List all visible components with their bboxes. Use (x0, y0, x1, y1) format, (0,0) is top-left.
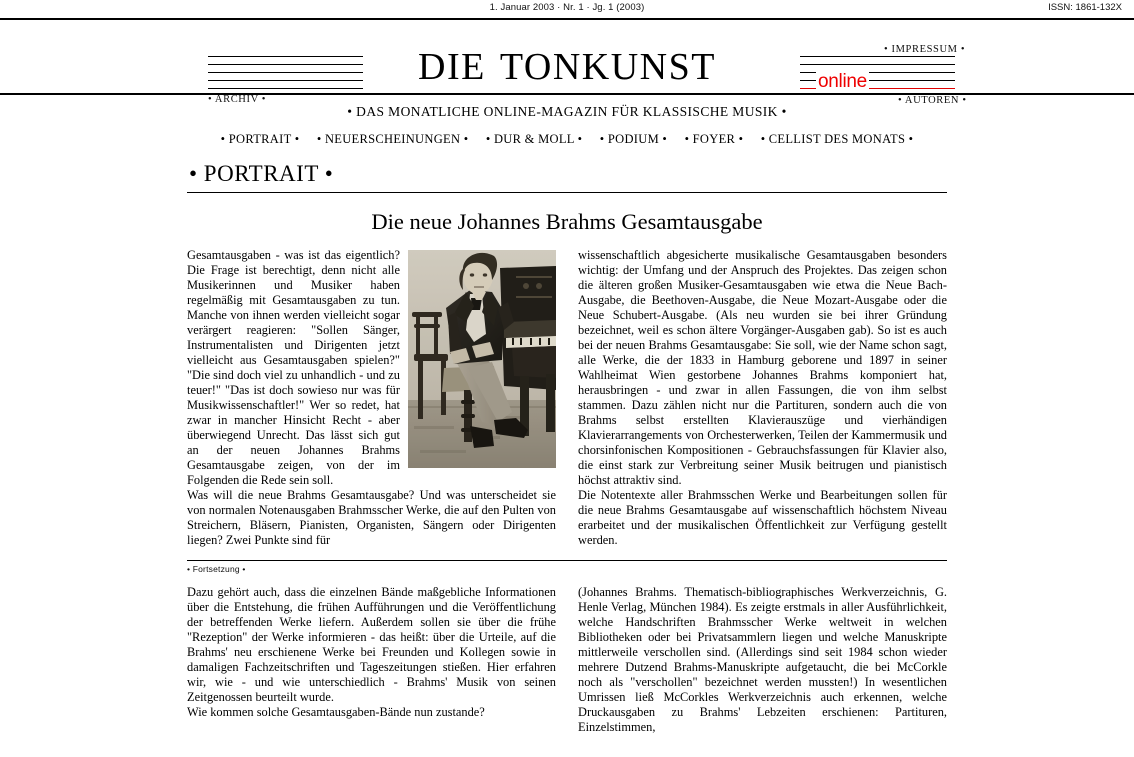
nav-item-foyer[interactable]: • FOYER • (684, 132, 744, 146)
section-divider (187, 192, 947, 193)
online-badge: online (818, 71, 867, 92)
continuation-label: • Fortsetzung • (187, 564, 246, 574)
column-left (187, 248, 556, 548)
article-headline: Die neue Johannes Brahms Gesamtausgabe (371, 209, 763, 234)
top-meta-bar (0, 0, 1134, 18)
nav-link-archiv[interactable]: • ARCHIV • (208, 94, 267, 105)
nav-link-autoren[interactable]: • AUTOREN • (898, 95, 967, 106)
cont-left-paragraph-1: Dazu gehört auch, dass die einzelnen Bände maßgebliche Informationen über die Entstehung, die frühen Aufführungen und die Veröffentlichung der betreffenden Werke liefern. Außerdem sollen sie über die frühe "Rezeption" der Werke informieren - das heißt: über die Urteile, auf die Brahms' neu erschienene Werke bei Freunden und Kollegen sowie in damaligen Fachzeitschriften und Tageszeitungen stießen. Hier erfahren wir, wie - und wie unterschiedlich - Brahms' Musik von seinen Zeitgenossen beurteilt wurde. (187, 585, 556, 704)
article-columns (187, 248, 947, 548)
continuation-column-right (578, 585, 947, 735)
cont-left-paragraph-2: Wie kommen solche Gesamtausgaben-Bände nun zustande? (187, 705, 485, 719)
left-paragraph-2: Was will die neue Brahms Gesamtausgabe? Und was unterscheidet sie von normalen Notenausgaben Brahmsscher Werke, die auf den Pulten von Streichern, Bläsern, Pianisten, Organisten, Sängern oder Dirigenten liegen? Zwei Punkte sind für (187, 488, 556, 547)
continuation-columns (187, 585, 947, 735)
nav-item-podium[interactable]: • PODIUM • (599, 132, 668, 146)
nav-item-portrait[interactable]: • PORTRAIT • (220, 132, 300, 146)
section-title: • PORTRAIT • (189, 161, 334, 186)
issue-info: 1. Januar 2003 · Nr. 1 · Jg. 1 (2003) (489, 2, 645, 13)
cont-right-paragraph-1: (Johannes Brahms. Thematisch-bibliographisches Werkverzeichnis, G. Henle Verlag, München 1984). Es zeigte erstmals in aller Ausführlichkeit, welche Handschriften Brahmsscher Werke weltweit in welchen Bibliotheken oder bei Privatsammlern liegen und welche Manuskripte mittlerweile verschollen sind. (Allerdings sind seit 1984 schon wieder mehrere Dutzend Brahms-Manuskripte aufgetaucht, die bei McCorkle noch als "verschollen" bezeichnet werden mussten!) In wesentlichen Umrissen ließ McCorkles Werkverzeichnis auch erkennen, welche Druckausgaben zu Brahms' Lebzeiten erschienen: Partituren, Einzelstimmen, (578, 585, 947, 734)
site-tagline: • DAS MONATLICHE ONLINE-MAGAZIN FÜR KLASSISCHE MUSIK • (347, 104, 787, 119)
portrait-figure (408, 250, 556, 468)
article-page (187, 147, 947, 735)
wordmark-die: DIE (418, 46, 486, 88)
nav-item-dur-und-moll[interactable]: • DUR & MOLL • (485, 132, 583, 146)
brahms-portrait-image (408, 250, 556, 468)
continuation-column-left (187, 585, 556, 735)
issn-label: ISSN: 1861-132X (1048, 2, 1122, 13)
nav-link-impressum[interactable]: • IMPRESSUM • (884, 44, 966, 55)
main-nav (0, 132, 1134, 147)
nav-item-cellist-des-monats[interactable]: • CELLIST DES MONATS • (760, 132, 914, 146)
right-paragraph-1: wissenschaftlich abgesicherte musikalische Gesamtausgaben besonders wichtig: der Umfang und der Anspruch des Projektes. Das zeigen schon die älteren großen Musiker-Gesamtausgaben wie etwa die Neue Bach-Ausgabe, die Beethoven-Ausgabe, die Neue Mozart-Ausgabe oder die Neue Schubert-Ausgabe. (Als neu wurden sie bei ihrer Gründung bezeichnet, weil es schon ältere Vorgänger-Ausgaben gab). So ist es auch bei der neuen Brahms Gesamtausgabe: Sie soll, wie der Name schon sagt, alle Werke, die der 1833 in Hamburg geborene und 1897 in seiner Wahlheimat Wien gestorbene Johannes Brahms komponiert hat, herausbringen - und zwar in allen Fassungen, die von ihm selbst stammen. Dazu zählen nicht nur die Partituren, sondern auch die von Brahms selbst erstellten Klavierauszüge und vierhändigen Klavierarrangements von Orchesterwerken, Teilen der Kammermusik und chorsinfonischen Kompositionen - Gebrauchsfassungen für Klavier also, die einst stark zur Verbreitung seiner Musik beitrugen und pianistisch höchst attraktiv sind. (578, 248, 947, 487)
masthead (0, 20, 1134, 106)
column-right (578, 248, 947, 548)
continuation-divider (187, 560, 947, 561)
right-paragraph-2: Die Notentexte aller Brahmsschen Werke und Bearbeitungen sollen für die neue Brahms Gesamtausgabe auf wissenschaftlich höchstem Niveau erarbeitet und der musikalischen Öffentlichkeit zur Verfügung gestellt werden. (578, 488, 947, 547)
wordmark-tonkunst: TONKUNST (499, 46, 716, 88)
nav-item-neuerscheinungen[interactable]: • NEUERSCHEINUNGEN • (316, 132, 469, 146)
left-paragraph-1: Gesamtausgaben - was ist das eigentlich? Die Frage ist berechtigt, denn nicht alle Musikerinnen und Musiker haben regelmäßig mit Gesamtausgaben zu tun. Manche von ihnen werden vielleicht sogar verärgert reagieren: "Sollen Sänger, Instrumentalisten und Dirigenten jetzt vielleicht aus Gesamtausgaben spielen?" "Die sind doch viel zu unhandlich - und zu teuer!" "Das ist doch sowieso nur was für Musikwissenschaftler!" Wer so redet, hat zwar in mancher Hinsicht Recht - aber überwiegend Unrecht. Das lässt sich gut an der neuen Johannes Brahms Gesamtausgabe zeigen, von der im Folgenden die Rede sein soll. (187, 248, 400, 487)
